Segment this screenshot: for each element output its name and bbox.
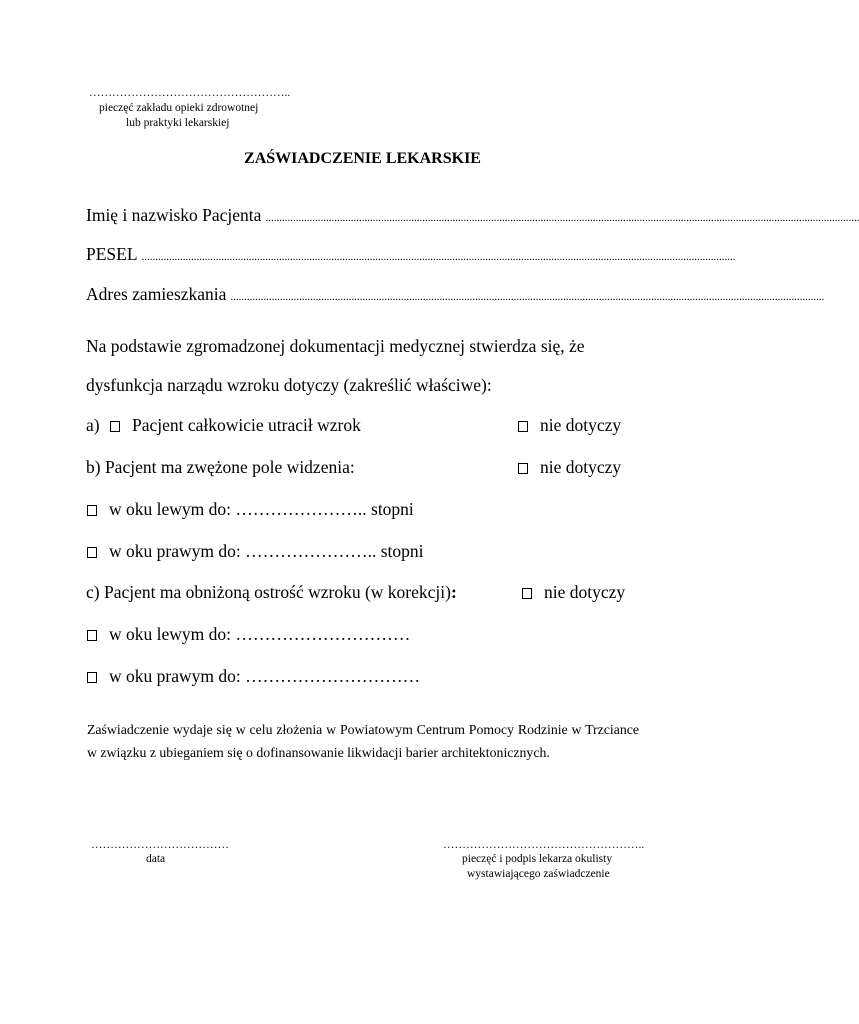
option-b-na-label: nie dotyczy	[540, 457, 622, 477]
option-a-na-label: nie dotyczy	[540, 415, 622, 435]
pesel-leader: ........................................................................................................................................................................................................................	[141, 251, 736, 263]
pesel-field[interactable]	[86, 243, 736, 268]
intro-line1: Na podstawie zgromadzonej dokumentacji medycznej stwierdza się, że	[86, 336, 585, 356]
pesel-label: PESEL	[86, 244, 138, 264]
intro-line2: dysfunkcja narządu wzroku dotyczy (zakreślić właściwe):	[86, 375, 492, 395]
option-b-left-eye	[87, 498, 414, 520]
date-dotted-line: ………………………………	[91, 839, 229, 851]
purpose-paragraph: Zaświadczenie wydaje się w celu złożenia w Powiatowym Centrum Pomocy Rodzinie w Trzciance w związku z ubieganiem się o dofinansowanie likwidacji barier architektonicznych.	[87, 722, 639, 760]
option-a-na	[518, 414, 621, 436]
option-b-na	[518, 456, 621, 478]
option-a-prefix: a)	[86, 415, 100, 435]
option-c-right-eye	[87, 665, 420, 687]
option-c-na	[522, 581, 625, 603]
option-c-right-checkbox[interactable]	[87, 672, 97, 683]
option-b-text: b) Pacjent ma zwężone pole widzenia:	[86, 457, 355, 477]
date-label: data	[146, 853, 166, 865]
option-c-na-checkbox[interactable]	[522, 588, 532, 599]
doctor-dotted-line: ……………………………………………..	[443, 839, 645, 851]
option-a-checkbox[interactable]	[110, 421, 120, 432]
option-c-colon: :	[450, 582, 457, 602]
option-b-right-checkbox[interactable]	[87, 547, 97, 558]
stamp-dotted-line: ……………………………………………..	[89, 87, 291, 99]
option-c-left-checkbox[interactable]	[87, 630, 97, 641]
stamp-caption-line2: lub praktyki lekarskiej	[126, 117, 230, 129]
option-c-right-text: w oku prawym do: …………………………	[109, 666, 421, 686]
option-c-na-label: nie dotyczy	[544, 582, 626, 602]
option-b-right-text: w oku prawym do: ………………….. stopni	[109, 541, 424, 561]
option-b-left-text: w oku lewym do: ………………….. stopni	[109, 499, 414, 519]
doctor-caption-line1: pieczęć i podpis lekarza okulisty	[462, 853, 613, 865]
patient-name-label: Imię i nazwisko Pacjenta	[86, 205, 262, 225]
option-a-row	[86, 414, 361, 436]
option-b-left-checkbox[interactable]	[87, 505, 97, 516]
patient-name-field[interactable]	[86, 204, 859, 229]
address-field[interactable]	[86, 283, 825, 308]
doctor-caption-line2: wystawiającego zaświadczenie	[467, 868, 610, 880]
option-c-row	[86, 581, 457, 603]
option-c-text: c) Pacjent ma obniżoną ostrość wzroku (w korekcji)	[86, 582, 451, 602]
option-c-left-eye	[87, 623, 410, 645]
stamp-caption-line1: pieczęć zakładu opieki zdrowotnej	[99, 102, 259, 114]
address-label: Adres zamieszkania	[86, 284, 227, 304]
document-title: ZAŚWIADCZENIE LEKARSKIE	[244, 150, 481, 167]
option-b-na-checkbox[interactable]	[518, 463, 528, 474]
patient-name-leader: ........................................................................................................................................................................................................................	[265, 212, 859, 224]
option-b-right-eye	[87, 540, 424, 562]
address-leader: ........................................................................................................................................................................................................................	[230, 291, 825, 303]
option-a-text: Pacjent całkowicie utracił wzrok	[131, 415, 361, 435]
option-a-na-checkbox[interactable]	[518, 421, 528, 432]
option-c-left-text: w oku lewym do: …………………………	[109, 624, 411, 644]
